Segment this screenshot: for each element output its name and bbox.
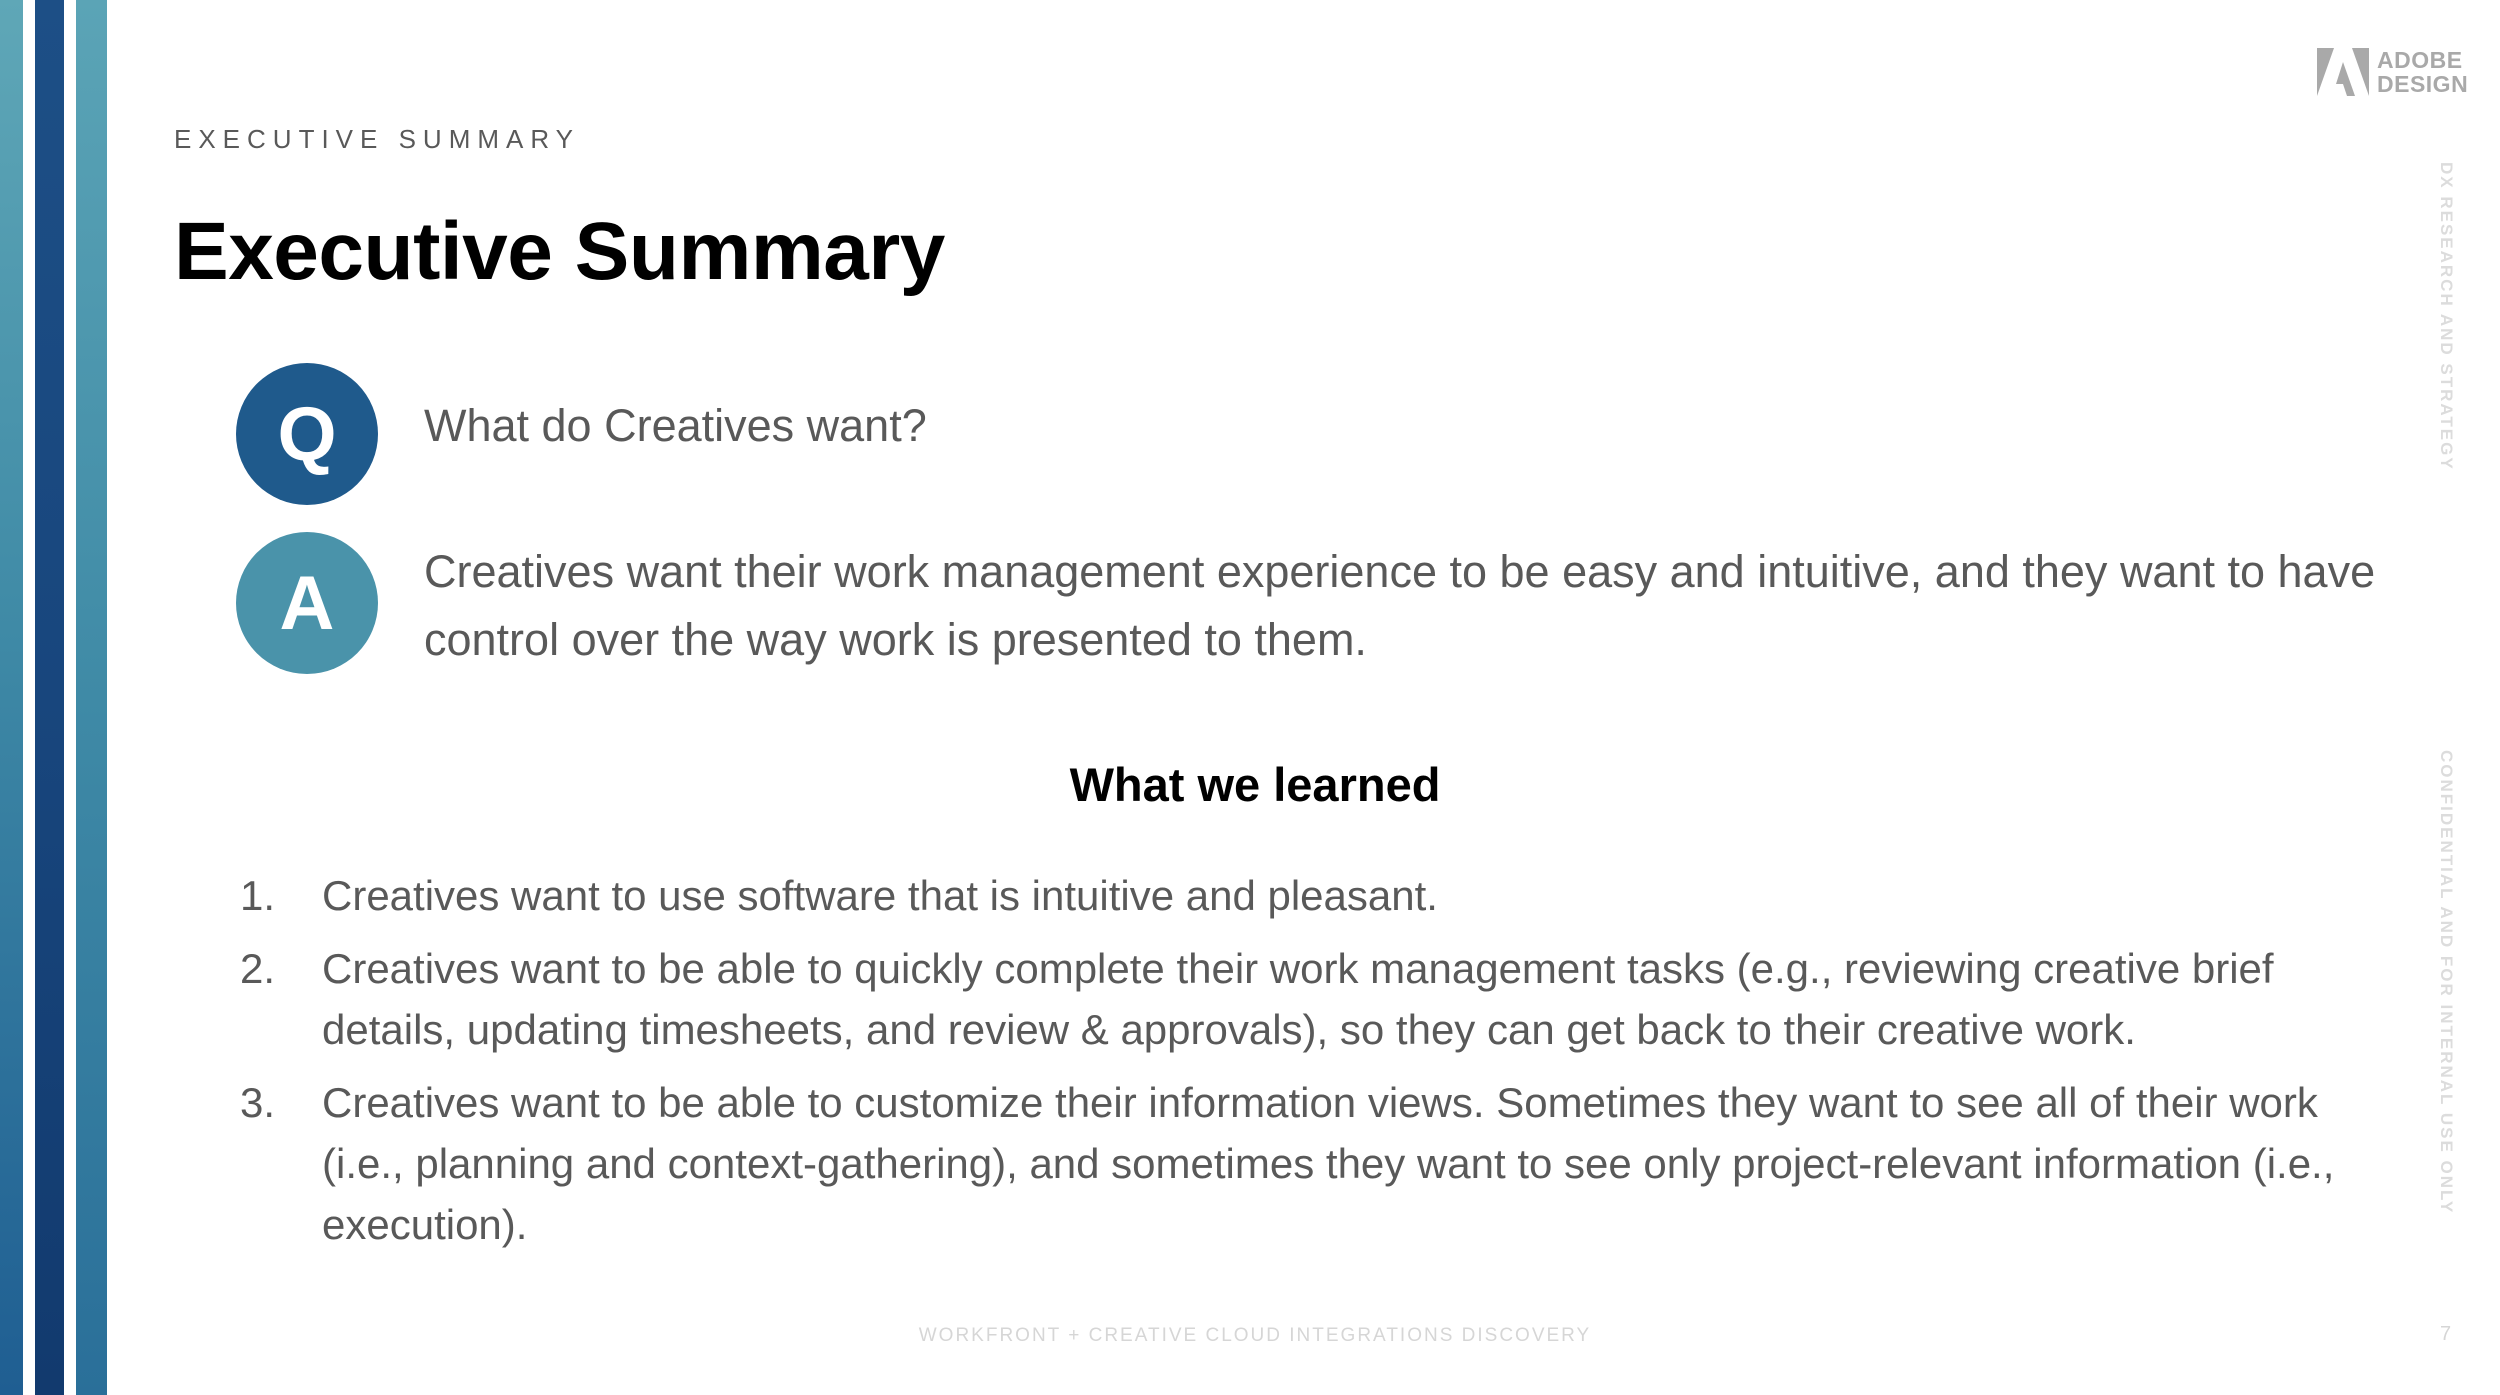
page-number: 7 xyxy=(2440,1323,2452,1345)
section-label: EXECUTIVE SUMMARY xyxy=(174,124,581,154)
side-label-department: DX RESEARCH AND STRATEGY xyxy=(2437,162,2456,471)
list-item-number: 3. xyxy=(240,1079,276,1126)
left-stripe-light xyxy=(0,0,23,1395)
list-item xyxy=(240,865,2340,926)
list-item-text: Creatives want to use software that is intuitive and pleasant. xyxy=(322,872,1438,919)
list-item-text: Creatives want to be able to quickly complete their work management tasks (e.g., reviewing creative brief details, updating timesheets, and review & approvals), so they can get back to their creative work. xyxy=(322,945,2274,1053)
list-item-text: Creatives want to be able to customize their information views. Sometimes they want to see all of their work (i.e., planning and context-gathering), and sometimes they want to see only project-relevant information (i.e., execution). xyxy=(322,1079,2335,1248)
adobe-design-logo xyxy=(2317,48,2468,96)
logo-text: ADOBE DESIGN xyxy=(2377,47,2469,97)
learned-heading: What we learned xyxy=(1069,758,1441,811)
list-item xyxy=(240,1072,2340,1255)
left-stripe-dark xyxy=(35,0,64,1395)
left-stripe-light-inner xyxy=(76,0,107,1395)
question-badge: Q xyxy=(236,363,378,505)
question-text: What do Creatives want? xyxy=(424,400,927,451)
side-label-confidential: CONFIDENTIAL AND FOR INTERNAL USE ONLY xyxy=(2437,750,2456,1215)
answer-text: Creatives want their work management experience to be easy and intuitive, and they want to have control over the way work is presented to them. xyxy=(424,546,2376,665)
footer-text: WORKFRONT + CREATIVE CLOUD INTEGRATIONS DISCOVERY xyxy=(918,1325,1592,1346)
answer-badge: A xyxy=(236,532,378,674)
list-item-number: 1. xyxy=(240,872,276,919)
adobe-logo-icon xyxy=(2317,48,2369,96)
learned-list xyxy=(240,865,2340,1267)
page-title: Executive Summary xyxy=(174,206,945,297)
list-item xyxy=(240,938,2340,1060)
list-item-number: 2. xyxy=(240,945,276,992)
